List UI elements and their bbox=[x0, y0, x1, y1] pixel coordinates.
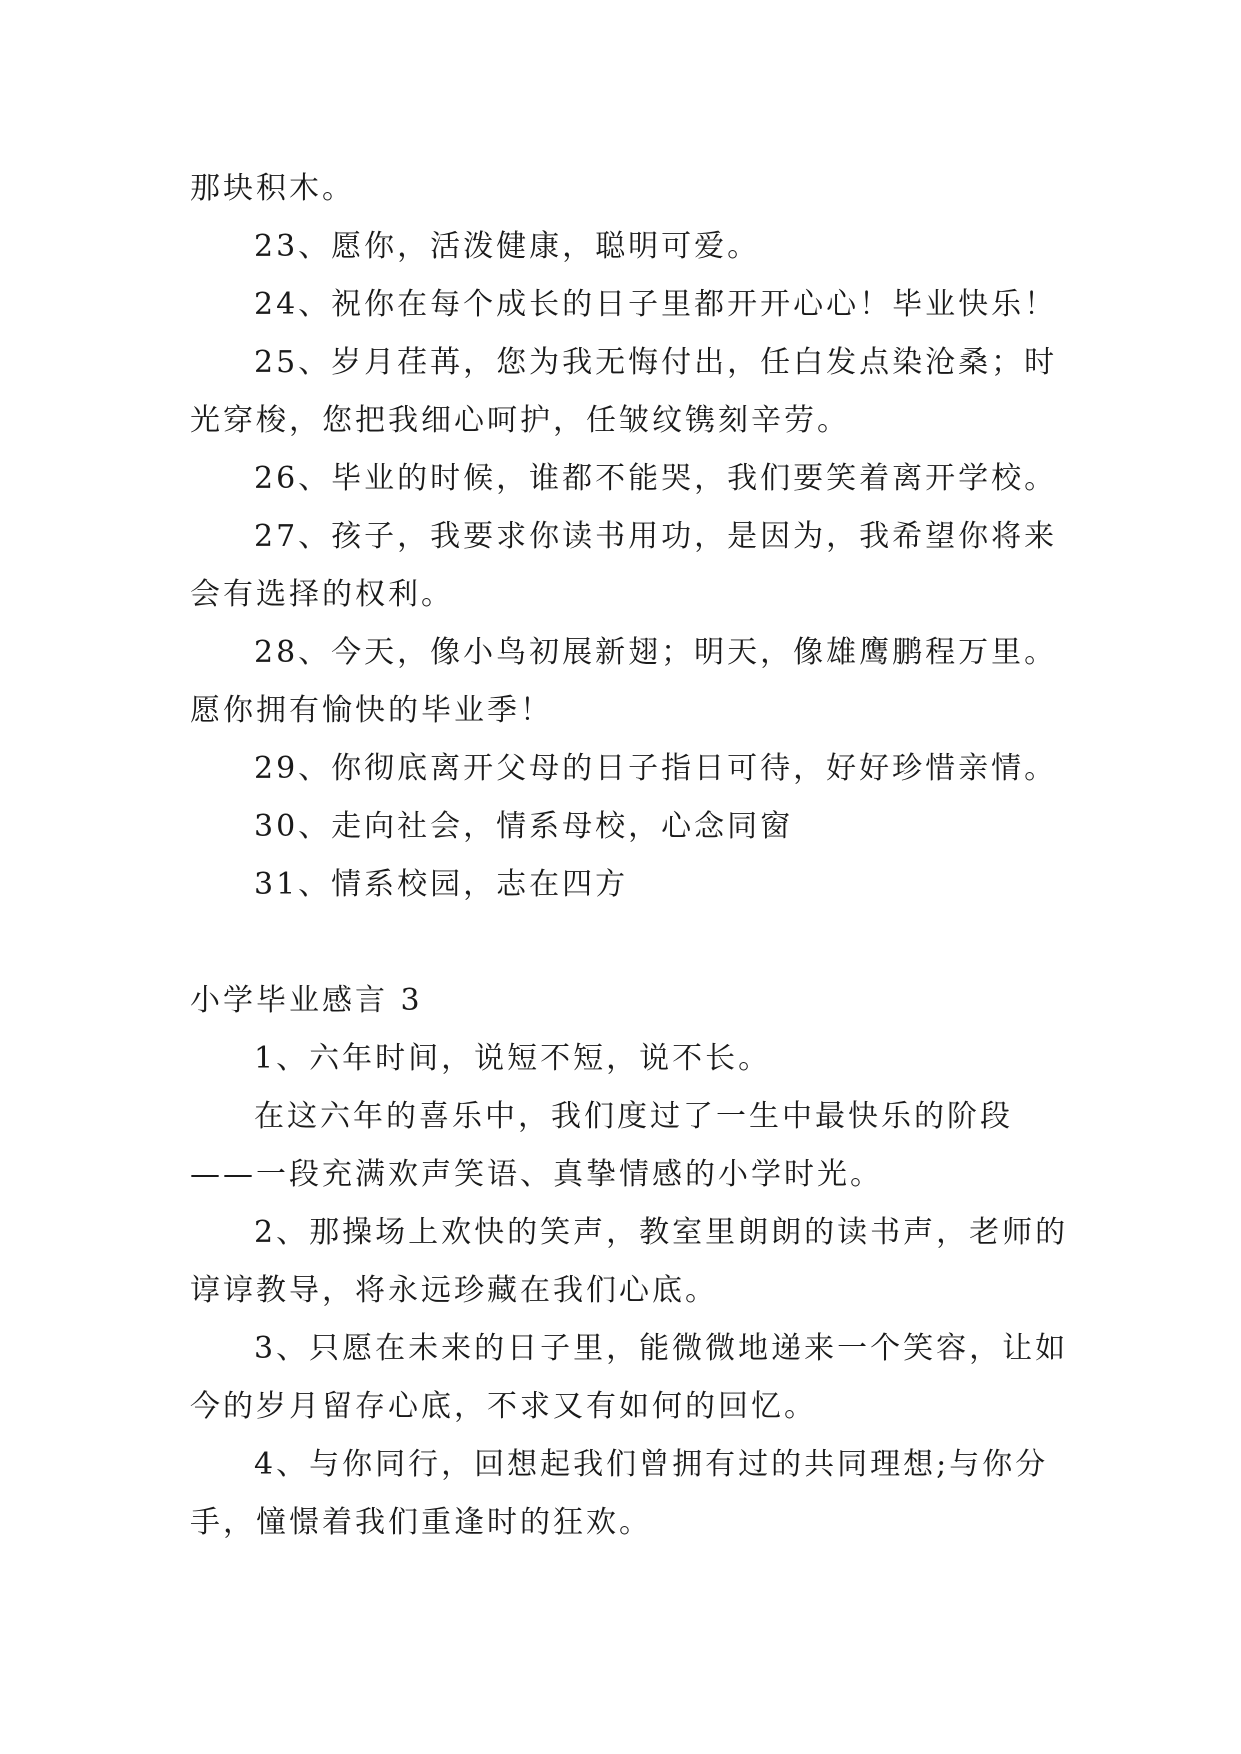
list-item: 2、那操场上欢快的笑声，教室里朗朗的读书声，老师的谆谆教导，将永远珍藏在我们心底。 bbox=[190, 1215, 1069, 1308]
list-item: 27、孩子，我要求你读书用功，是因为，我希望你将来会有选择的权利。 bbox=[190, 519, 1058, 612]
list-item: 30、走向社会，情系母校，心念同窗 bbox=[254, 809, 794, 844]
list-item: 26、毕业的时候，谁都不能哭，我们要笑着离开学校。 bbox=[254, 461, 1058, 496]
section-heading: 小学毕业感言 3 bbox=[190, 983, 423, 1018]
list-item: 31、情系校园，志在四方 bbox=[254, 867, 629, 902]
list-item: 25、岁月荏苒，您为我无悔付出，任白发点染沧桑；时光穿梭，您把我细心呵护，任皱纹镌刻辛劳。 bbox=[190, 345, 1058, 438]
list-item: 3、只愿在未来的日子里，能微微地递来一个笑容，让如今的岁月留存心底，不求又有如何的回忆。 bbox=[190, 1331, 1069, 1424]
list-item: 4、与你同行，回想起我们曾拥有过的共同理想;与你分手，憧憬着我们重逢时的狂欢。 bbox=[190, 1447, 1049, 1540]
list-item: 24、祝你在每个成长的日子里都开开心心！毕业快乐！ bbox=[254, 287, 1058, 322]
list-item: 29、你彻底离开父母的日子指日可待，好好珍惜亲情。 bbox=[254, 751, 1058, 786]
paragraph-continuation: 那块积木。 bbox=[190, 171, 355, 206]
list-item: 23、愿你，活泼健康，聪明可爱。 bbox=[254, 229, 761, 264]
list-item: 1、六年时间，说短不短，说不长。 bbox=[254, 1041, 772, 1076]
list-item: 28、今天，像小鸟初展新翅；明天，像雄鹰鹏程万里。愿你拥有愉快的毕业季！ bbox=[190, 635, 1058, 728]
paragraph: 在这六年的喜乐中，我们度过了一生中最快乐的阶段——一段充满欢声笑语、真挚情感的小学时光。 bbox=[190, 1099, 1013, 1192]
document-body bbox=[190, 160, 1070, 1552]
